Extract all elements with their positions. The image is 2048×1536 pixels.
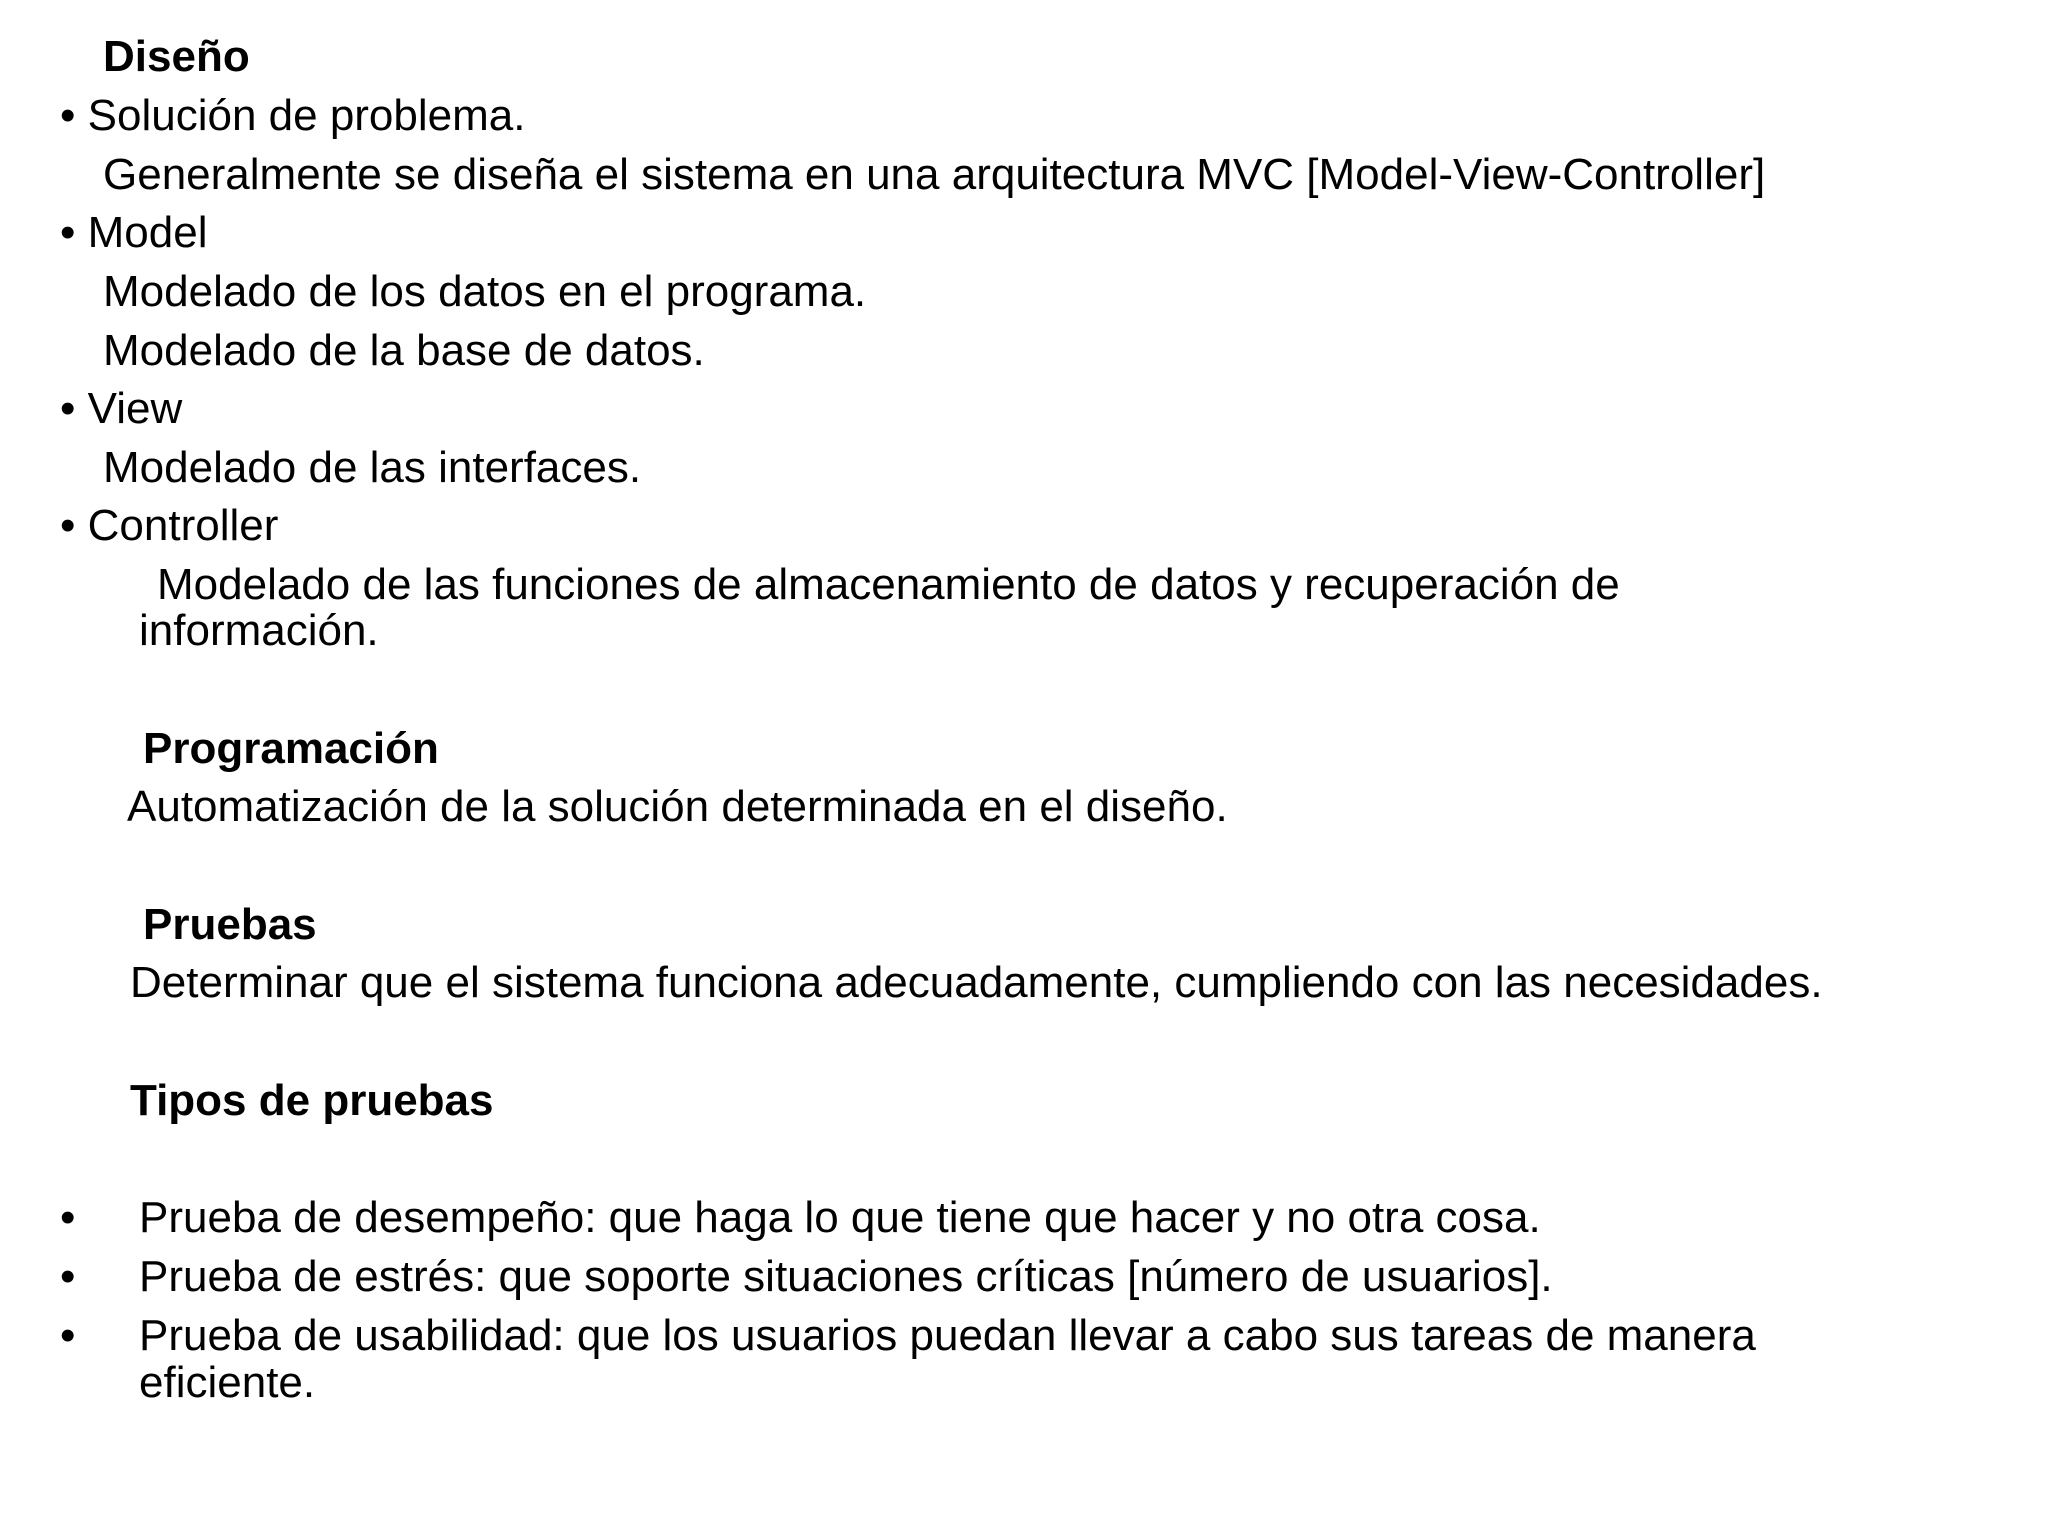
bullet-icon: • (60, 208, 76, 257)
bullet-icon: • (60, 1311, 76, 1360)
heading-pruebas: Pruebas (143, 900, 317, 949)
list-item-text-line2: eficiente. (139, 1358, 316, 1407)
programacion-description: Automatización de la solución determinada en el diseño. (127, 782, 1228, 831)
model-description-1: Modelado de los datos en el programa. (103, 267, 867, 316)
list-item-text: Prueba de estrés: que soporte situaciones críticas [número de usuarios]. (139, 1252, 1553, 1301)
list-item-solucion (60, 91, 525, 141)
heading-programacion: Programación (143, 724, 439, 773)
heading-tipos-de-pruebas: Tipos de pruebas (130, 1076, 494, 1125)
list-item-label: View (87, 384, 183, 433)
controller-description-line2: información. (139, 606, 379, 655)
bullet-icon: • (60, 384, 76, 433)
list-item-label: Solución de problema. (87, 91, 526, 140)
list-item (60, 1193, 75, 1243)
mvc-description: Generalmente se diseña el sistema en una arquitectura MVC [Model-View-Controller] (103, 150, 1766, 199)
view-description: Modelado de las interfaces. (103, 443, 642, 492)
bullet-icon: • (60, 1252, 76, 1301)
list-item-label: Controller (87, 501, 279, 550)
bullet-icon: • (60, 501, 76, 550)
list-item-text-line1: Prueba de usabilidad: que los usuarios puedan llevar a cabo sus tareas de manera (139, 1311, 1756, 1360)
list-item (60, 1311, 75, 1361)
list-item-controller (60, 501, 278, 551)
bullet-icon: • (60, 1193, 76, 1242)
controller-description-line1: Modelado de las funciones de almacenamiento de datos y recuperación de (157, 560, 1620, 609)
list-item-text: Prueba de desempeño: que haga lo que tiene que hacer y no otra cosa. (139, 1193, 1541, 1242)
list-item-model (60, 208, 207, 258)
list-item-label: Model (87, 208, 208, 257)
model-description-2: Modelado de la base de datos. (103, 326, 705, 375)
list-item (60, 1252, 75, 1302)
list-item-view (60, 384, 182, 434)
heading-diseno: Diseño (103, 32, 250, 81)
bullet-icon: • (60, 91, 76, 140)
pruebas-description: Determinar que el sistema funciona adecuadamente, cumpliendo con las necesidades. (130, 958, 1823, 1007)
